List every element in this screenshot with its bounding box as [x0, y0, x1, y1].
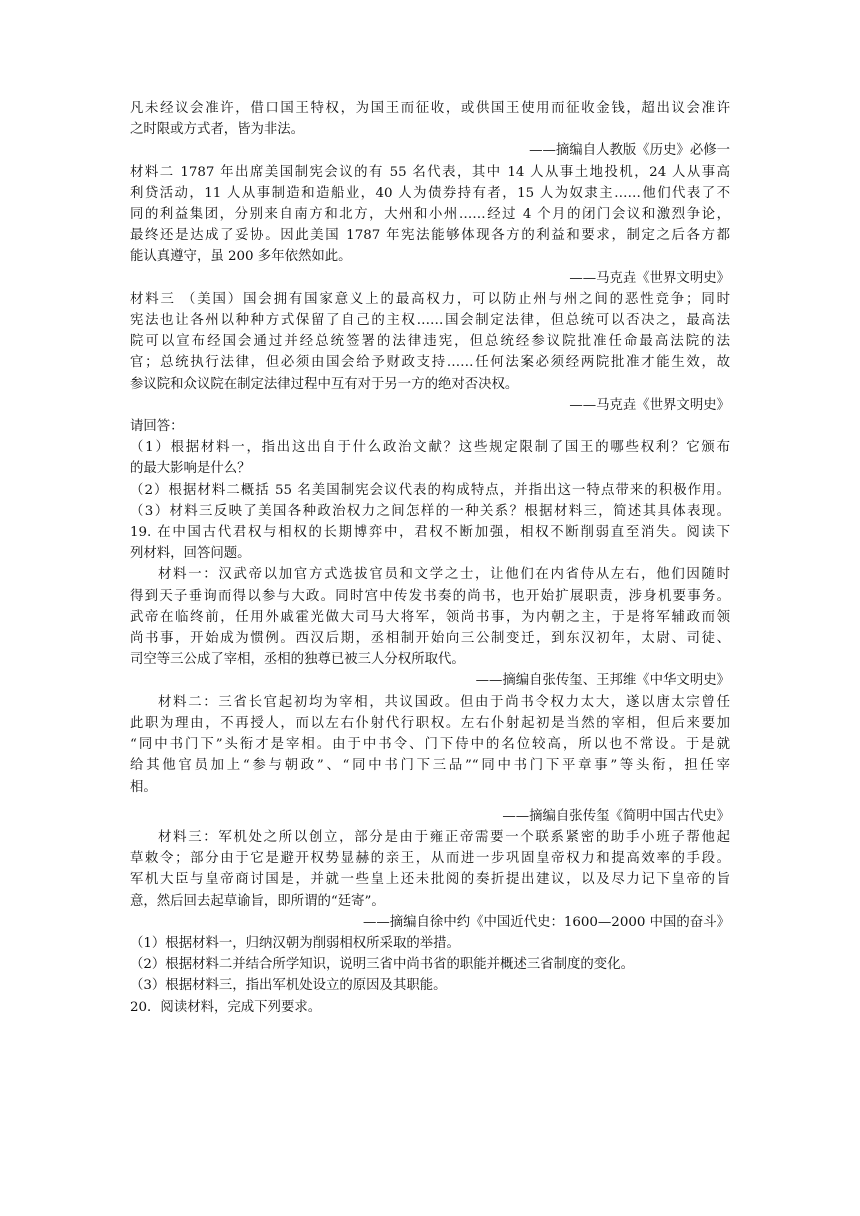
question-line: （2）根据材料二概括 55 名美国制宪会议代表的构成特点，并指出这一特点带来的积极作用。 — [130, 482, 730, 498]
material-1-line: 材料一：汉武帝以加官方式选拔官员和文学之士，让他们在内省侍从左右，他们因随时 — [158, 567, 730, 583]
material-1-line: 司空等三公成了宰相，丞相的独尊已被三人分权所取代。 — [130, 652, 465, 668]
material-1-line: 得到天子垂询而得以参与大政。同时宫中传发书奏的尚书，也开始扩展职责，涉身机要事务。 — [130, 588, 730, 604]
material-1-tail-line: 之时限或方式者，皆为非法。 — [130, 122, 305, 138]
material-2-line: 材料二：三省长官起初均为宰相，共议国政。但由于尚书令权力太大，遂以唐太宗曾任 — [158, 694, 730, 710]
material-1-source: ——摘编自张传玺、王邦维《中华文明史》 — [475, 673, 730, 689]
question-line: 的最大影响是什么？ — [130, 461, 251, 477]
material-2-line: 给其他官员加上“参与朝政”、“同中书门下三品”“同中书门下平章事”等头衔，担任宰 — [130, 758, 730, 774]
answer-prompt: 请回答： — [130, 419, 184, 435]
question-line: （2）根据材料二并结合所学知识，说明三省中尚书省的职能并概述三省制度的变化。 — [130, 957, 634, 973]
material-1-tail-line: 凡未经议会准许，借口国王特权，为国王而征收，或供国王使用而征收金钱，超出议会准许 — [130, 101, 730, 116]
question-line: （3）根据材料三，指出军机处设立的原因及其职能。 — [130, 978, 447, 994]
material-1-line: 尚书事，开始成为惯例。西汉后期，丞相制开始向三公制变迁，到东汉初年，太尉、司徒、 — [130, 631, 730, 647]
material-3-line: 材料三：军机处之所以创立，部分是由于雍正帝需要一个联系紧密的助手小班子帮他起 — [158, 829, 730, 845]
material-2-line: 此职为理由，不再授人，而以左右仆射代行职权。左右仆射起初是当然的宰相，但后来要加 — [130, 715, 730, 731]
material-2-line: 相。 — [130, 779, 157, 795]
material-2-line: 利贷活动，11 人从事制造和造船业，40 人为债券持有者，15 人为奴隶主……他们代表了不 — [130, 185, 730, 201]
material-3-line: 官；总统执行法律，但必须由国会给予财政支持……任何法案必须经两院批准才能生效，故 — [130, 355, 730, 371]
question-line: （1）根据材料一，归纳汉朝为削弱相权所采取的举措。 — [130, 935, 460, 951]
material-3-source: ——马克垚《世界文明史》 — [569, 397, 730, 413]
material-3-line: 意，然后回去起草谕旨，即所谓的“廷寄”。 — [130, 893, 385, 909]
question-line: （3）材料三反映了美国各种政治权力之间怎样的一种关系？根据材料三，简述其具体表现。 — [130, 503, 730, 519]
material-3-line: 草敕令；部分由于它是避开权势显赫的亲王，从而进一步巩固皇帝权力和提高效率的手段。 — [130, 851, 730, 867]
material-2-line: 同的利益集团，分别来自南方和北方，大州和小州……经过 4 个月的闭门会议和激烈争论， — [130, 207, 730, 223]
material-3-line: 材料三 （美国）国会拥有国家意义上的最高权力，可以防止州与州之间的恶性竞争；同时 — [130, 291, 730, 307]
material-1-line: 武帝在临终前，任用外戚霍光做大司马大将军，领尚书事，为内朝之主，于是将军辅政而领 — [130, 609, 730, 625]
material-1-source: ——摘编自人教版《历史》必修一 — [529, 143, 730, 159]
material-2-source: ——摘编自张传玺《简明中国古代史》 — [502, 808, 730, 824]
material-3-source: ——摘编自徐中约《中国近代史：1600—2000 中国的奋斗》 — [362, 914, 730, 930]
question-19-intro: 19. 在中国古代君权与相权的长期博弈中，君权不断加强，相权不断削弱直至消失。阅读下 — [130, 525, 730, 541]
question-20-intro: 20．阅读材料，完成下列要求。 — [130, 999, 322, 1015]
material-2-line: 最终还是达成了妥协。因此美国 1787 年宪法能够体现各方的利益和要求，制定之后各方都 — [130, 228, 730, 244]
material-2-line: 能认真遵守，虽 200 多年依然如此。 — [130, 249, 352, 265]
question-line: （1）根据材料一，指出这出自于什么政治文献？这些规定限制了国王的哪些权利？它颁布 — [130, 440, 730, 456]
document-page — [130, 98, 730, 1018]
question-19-intro: 列材料，回答问题。 — [130, 546, 251, 562]
material-3-line: 军机大臣与皇帝商讨国是，并就一些皇上还未批阅的奏折提出建议，以及尽力记下皇帝的旨 — [130, 872, 730, 888]
material-2-line: “同中书门下”头衔才是宰相。由于中书令、门下侍中的名位较高，所以也不常设。于是就 — [130, 737, 730, 753]
material-2-line: 材料二 1787 年出席美国制宪会议的有 55 名代表，其中 14 人从事土地投机，24 人从事高 — [130, 164, 730, 180]
material-3-line: 院可以宣布经国会通过并经总统签署的法律违宪，但总统经参议院批准任命最高法院的法 — [130, 334, 730, 350]
material-3-line: 宪法也让各州以种种方式保留了自己的主权……国会制定法律，但总统可以否决之，最高法 — [130, 313, 730, 329]
material-3-line: 参议院和众议院在制定法律过程中互有对于另一方的绝对否决权。 — [130, 376, 519, 392]
material-2-source: ——马克垚《世界文明史》 — [569, 270, 730, 286]
